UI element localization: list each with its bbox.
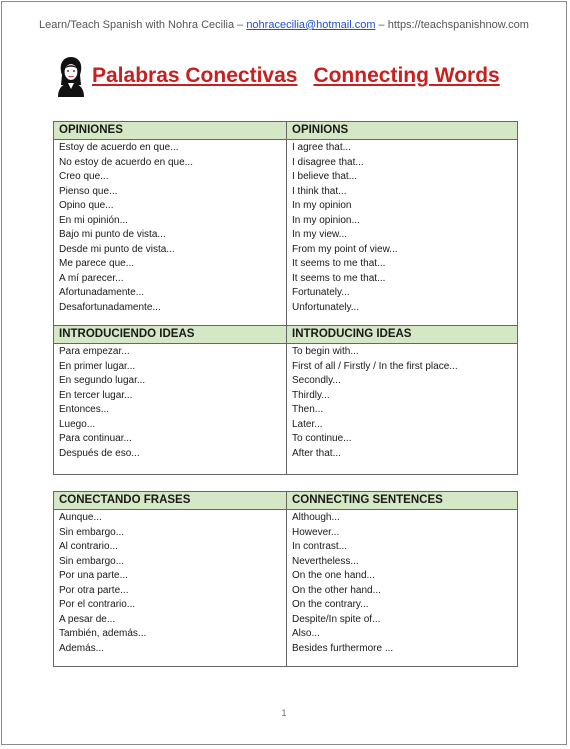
email-link[interactable]: nohracecilia@hotmail.com [246,19,376,31]
english-column [287,344,517,474]
list-item: I believe that... [292,171,358,182]
list-item: Although... [292,512,340,523]
list-item: Unfortunately... [292,301,360,313]
list-item: It seems to me that... [292,272,386,284]
list-item: Después de eso... [59,447,140,459]
list-item: I agree that... [292,142,351,153]
page-title [92,64,500,88]
list-item: También, además... [59,628,147,639]
list-item: After that... [292,447,341,459]
list-item: Por otra parte... [59,584,129,596]
list-item: Bajo mi punto de vista... [59,229,166,240]
list-item: On the contrary... [292,599,369,610]
list-item: Fortunately... [292,287,350,298]
list-item: Opino que... [59,200,114,211]
header-suffix: – https://teachspanishnow.com [375,19,529,31]
list-item: In my view... [292,229,348,240]
list-item: On the one hand... [292,570,375,581]
list-item: Then... [292,404,324,415]
list-item: Entonces... [59,404,110,415]
list-item: Para empezar... [59,346,130,357]
list-item: Para continuar... [59,433,132,444]
list-item: Me parece que... [59,258,135,269]
english-column [287,510,517,666]
list-item: Despite/In spite of... [292,613,381,625]
header-english: CONNECTING SENTENCES [292,494,443,506]
page-number: 1 [281,708,287,718]
list-item: Por el contrario... [59,599,136,610]
list-item: Secondly... [292,375,341,386]
list-item: En mi opinión... [59,214,128,226]
list-item: Estoy de acuerdo en que... [59,142,179,153]
list-item: Later... [292,418,323,430]
header-prefix: Learn/Teach Spanish with Nohra Cecilia – [39,19,247,31]
title-row [54,54,500,98]
list-item: To begin with... [292,346,359,357]
list-item: En tercer lugar... [59,389,133,401]
spanish-column [54,510,287,666]
list-item: I disagree that... [292,156,364,168]
header-spanish: OPINIONES [54,122,287,139]
section-header-introduciendo [54,325,517,344]
list-item: Pienso que... [59,185,118,197]
list-item: Sin embargo... [59,555,125,567]
list-item: En primer lugar... [59,360,136,372]
list-item: A mí parecer... [59,272,124,284]
list-item: En segundo lugar... [59,375,146,386]
header-spanish: CONECTANDO FRASES [54,492,287,509]
section-body-conectando [54,510,517,666]
section-header-conectando [54,492,517,510]
header-english: OPINIONS [292,124,349,136]
page-header [2,19,566,31]
list-item: In my opinion... [292,214,360,226]
list-item: Desde mi punto de vista... [59,243,175,255]
list-item: However... [292,526,340,538]
list-item: Desafortunadamente... [59,301,161,313]
list-item: Sin embargo... [59,526,125,538]
title-english: Connecting Words [313,64,500,87]
section-body-introduciendo [54,344,517,474]
list-item: First of all / Firstly / In the first place... [292,360,458,372]
title-spanish: Palabras Conectivas [92,64,298,87]
list-item: Luego... [59,418,96,430]
vocabulary-table-2 [53,491,518,667]
list-item: Nevertheless... [292,555,359,567]
header-english: INTRODUCING IDEAS [292,328,412,340]
spanish-column [54,140,287,325]
list-item: Aunque... [59,512,102,523]
list-item: A pesar de... [59,613,116,625]
list-item: Thirdly... [292,389,330,401]
list-item: Por una parte... [59,570,128,581]
header-spanish: INTRODUCIENDO IDEAS [54,326,287,343]
list-item: To continue... [292,433,352,444]
list-item: Also... [292,628,320,639]
list-item: Besides furthermore ... [292,642,394,654]
section-body-opiniones [54,140,517,325]
list-item: From my point of view... [292,243,398,255]
vocabulary-table-1 [53,121,518,475]
teacher-avatar-icon [54,55,88,97]
spanish-column [54,344,287,474]
list-item: In contrast... [292,541,348,552]
list-item: No estoy de acuerdo en que... [59,156,193,168]
english-column [287,140,517,325]
list-item: Afortunadamente... [59,287,145,298]
document-page [1,1,567,745]
list-item: In my opinion [292,200,352,211]
list-item: On the other hand... [292,584,381,596]
list-item: I think that... [292,185,347,197]
list-item: It seems to me that... [292,258,386,269]
list-item: Además... [59,642,105,654]
section-header-opiniones [54,122,517,140]
list-item: Al contrario... [59,541,118,552]
list-item: Creo que... [59,171,109,182]
